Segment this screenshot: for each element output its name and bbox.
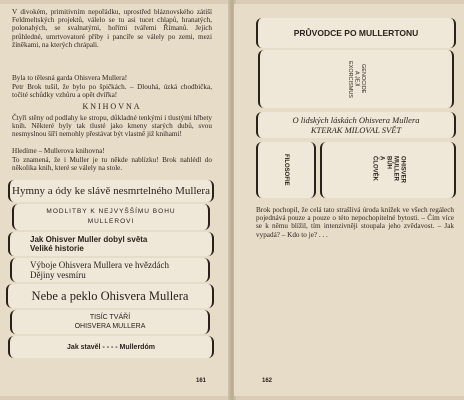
spine-title: MODLITBY K NEJVYŠŠÍMU BOHU MULLEROVI: [46, 208, 176, 225]
page-number: 161: [196, 378, 207, 384]
spine-title: TISÍC TVÁŘÍ OHISVERA MULLERA: [74, 314, 146, 330]
book-spine: [256, 142, 316, 198]
book-spine: [8, 232, 214, 256]
paragraph: Čtyři stěny od podlahy ke stropu, důkladné tenkými i tlustými hřbety knih. Některé byly tak tlusté jako kmeny starých dubů, svou nesmyslnou šíří nemohly přestávat být vlastně již knihami!: [12, 114, 212, 139]
book-spine: [8, 180, 214, 202]
spine-title: Jak Ohisver Muller dobyl světa Veliké historie: [30, 235, 148, 253]
book-spine: [256, 18, 456, 48]
book-spine: [258, 50, 454, 108]
spine-title: Výboje Ohisvera Mullera ve hvězdách Dějiny vesmíru: [30, 260, 169, 280]
spine-title: O lidských láskách Ohisvera Mullera KTERAK MILOVAL SVĚT: [292, 115, 420, 135]
book-spine: [12, 204, 210, 230]
book-spine: [10, 310, 210, 334]
spine-title: FILOSOFIE: [283, 154, 289, 186]
spine-title: OHISVER MULLER BŮH A ČLOVĚK: [371, 156, 406, 184]
book-spine: [6, 284, 214, 308]
paragraph: To znamená, že i Muller je tu někde nablízku! Brok nahlédl do několika knih, které se válely na stole.: [12, 156, 212, 173]
spine-title: Hymny a ódy ke slávě nesmrtelného Mullera: [12, 185, 210, 197]
paragraph: Petr Brok tušil, že bylo po špičkách. – Dlouhá, úzká chodbička, točité schůdky vzhůru a opět dvířka!: [12, 83, 212, 100]
right-page: [234, 4, 464, 396]
book-spine: [10, 258, 210, 282]
paragraph: V divokém, primitivním nepořádku, uprostřed bláznovského zátiší Feldmeltských projektů, válelo se tu asi tucet chlapů, hranatých, polonahých, se svalnatými, hořími tvářemi Římanů. Jejich průhledné, umrtvovatoré příby i pancíře se válely po zemi, mezi žíněkami, na kterých chrápali.: [12, 8, 212, 49]
spine-title: PRŮVODCE PO MULLERTONU: [293, 28, 419, 38]
spine-title: Jak stavěl - - - - Mullerdóm: [67, 343, 155, 351]
spine-title: GENOCIDE A JEJÍ EXORCISMUS: [346, 60, 366, 98]
spine-title: Nebe a peklo Ohisvera Mullera: [31, 288, 189, 303]
book-spine: [320, 142, 456, 198]
paragraph: Brok pochopil, že celá tato strašlivá úroda knížek ve všech regálech pojednává pouze a pouze o této nepochopitelné bytosti. – Čím více se k němu blížil, tím intenzivněji stoupala jeho zvědavost. – Jak vypadá? – Kdo to je? . . .: [256, 206, 454, 239]
paragraph: Hledíme – Mullerova knihovna!: [12, 147, 105, 155]
paragraph: Byla to tělesná garda Ohisvera Mullera!: [12, 74, 128, 82]
book-spine: [256, 112, 456, 138]
left-page: [0, 4, 230, 396]
page-number: 162: [262, 378, 273, 384]
section-heading: KNIHOVNA: [82, 102, 142, 111]
book-spine: [8, 336, 214, 358]
